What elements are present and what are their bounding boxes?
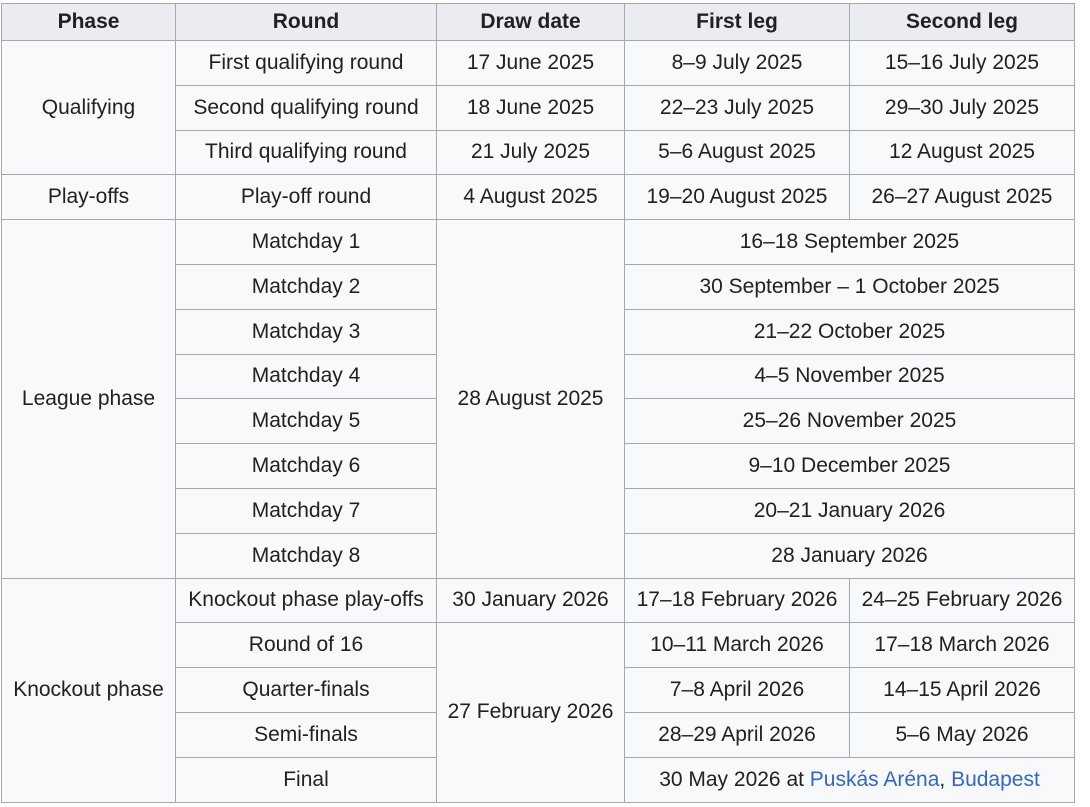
round-cell: Second qualifying round xyxy=(176,85,437,130)
round-cell: Matchday 2 xyxy=(176,264,437,309)
final-date-prefix: 30 May 2026 at xyxy=(659,767,810,791)
round-cell: Matchday 3 xyxy=(176,309,437,354)
header-round: Round xyxy=(176,4,437,41)
second-leg-cell: 26–27 August 2025 xyxy=(850,175,1075,220)
header-draw-date: Draw date xyxy=(437,4,625,41)
draw-date-cell: 17 June 2025 xyxy=(437,41,625,86)
match-date-cell: 9–10 December 2025 xyxy=(625,444,1075,489)
draw-date-cell: 18 June 2025 xyxy=(437,85,625,130)
match-date-cell: 16–18 September 2025 xyxy=(625,220,1075,265)
draw-date-cell: 4 August 2025 xyxy=(437,175,625,220)
first-leg-cell: 19–20 August 2025 xyxy=(625,175,850,220)
header-phase: Phase xyxy=(2,4,176,41)
first-leg-cell: 5–6 August 2025 xyxy=(625,130,850,175)
header-row xyxy=(2,4,1075,41)
table-row xyxy=(2,220,1075,265)
draw-date-cell: 28 August 2025 xyxy=(437,220,625,578)
first-leg-cell: 17–18 February 2026 xyxy=(625,578,850,623)
draw-date-cell: 30 January 2026 xyxy=(437,578,625,623)
match-date-cell: 30 September – 1 October 2025 xyxy=(625,264,1075,309)
venue-link[interactable]: Puskás Aréna xyxy=(809,767,940,791)
match-date-cell: 28 January 2026 xyxy=(625,533,1075,578)
round-cell: Knockout phase play-offs xyxy=(176,578,437,623)
second-leg-cell: 15–16 July 2025 xyxy=(850,41,1075,86)
round-cell: Matchday 6 xyxy=(176,444,437,489)
round-cell: Final xyxy=(176,757,437,802)
round-cell: Semi-finals xyxy=(176,712,437,757)
draw-date-cell: 27 February 2026 xyxy=(437,623,625,802)
competition-schedule-table xyxy=(1,3,1075,803)
city-link[interactable]: Budapest xyxy=(951,767,1040,791)
second-leg-cell: 29–30 July 2025 xyxy=(850,85,1075,130)
second-leg-cell: 17–18 March 2026 xyxy=(850,623,1075,668)
first-leg-cell: 7–8 April 2026 xyxy=(625,668,850,713)
second-leg-cell: 5–6 May 2026 xyxy=(850,712,1075,757)
second-leg-cell: 12 August 2025 xyxy=(850,130,1075,175)
phase-cell-qualifying: Qualifying xyxy=(2,41,176,175)
header-second-leg: Second leg xyxy=(850,4,1075,41)
match-date-cell: 4–5 November 2025 xyxy=(625,354,1075,399)
final-date-cell xyxy=(625,757,1075,802)
phase-cell-league: League phase xyxy=(2,220,176,578)
draw-date-cell: 21 July 2025 xyxy=(437,130,625,175)
match-date-cell: 20–21 January 2026 xyxy=(625,488,1075,533)
round-cell: Matchday 7 xyxy=(176,488,437,533)
table-row xyxy=(2,578,1075,623)
round-cell: Quarter-finals xyxy=(176,668,437,713)
phase-cell-knockout: Knockout phase xyxy=(2,578,176,802)
first-leg-cell: 8–9 July 2025 xyxy=(625,41,850,86)
header-first-leg: First leg xyxy=(625,4,850,41)
table-row xyxy=(2,175,1075,220)
round-cell: Matchday 8 xyxy=(176,533,437,578)
round-cell: Third qualifying round xyxy=(176,130,437,175)
first-leg-cell: 22–23 July 2025 xyxy=(625,85,850,130)
match-date-cell: 21–22 October 2025 xyxy=(625,309,1075,354)
second-leg-cell: 14–15 April 2026 xyxy=(850,668,1075,713)
phase-cell-playoffs: Play-offs xyxy=(2,175,176,220)
round-cell: Matchday 4 xyxy=(176,354,437,399)
second-leg-cell: 24–25 February 2026 xyxy=(850,578,1075,623)
table-row xyxy=(2,41,1075,86)
first-leg-cell: 10–11 March 2026 xyxy=(625,623,850,668)
round-cell: First qualifying round xyxy=(176,41,437,86)
round-cell: Matchday 1 xyxy=(176,220,437,265)
venue-separator: , xyxy=(939,767,952,791)
round-cell: Play-off round xyxy=(176,175,437,220)
match-date-cell: 25–26 November 2025 xyxy=(625,399,1075,444)
first-leg-cell: 28–29 April 2026 xyxy=(625,712,850,757)
round-cell: Round of 16 xyxy=(176,623,437,668)
round-cell: Matchday 5 xyxy=(176,399,437,444)
